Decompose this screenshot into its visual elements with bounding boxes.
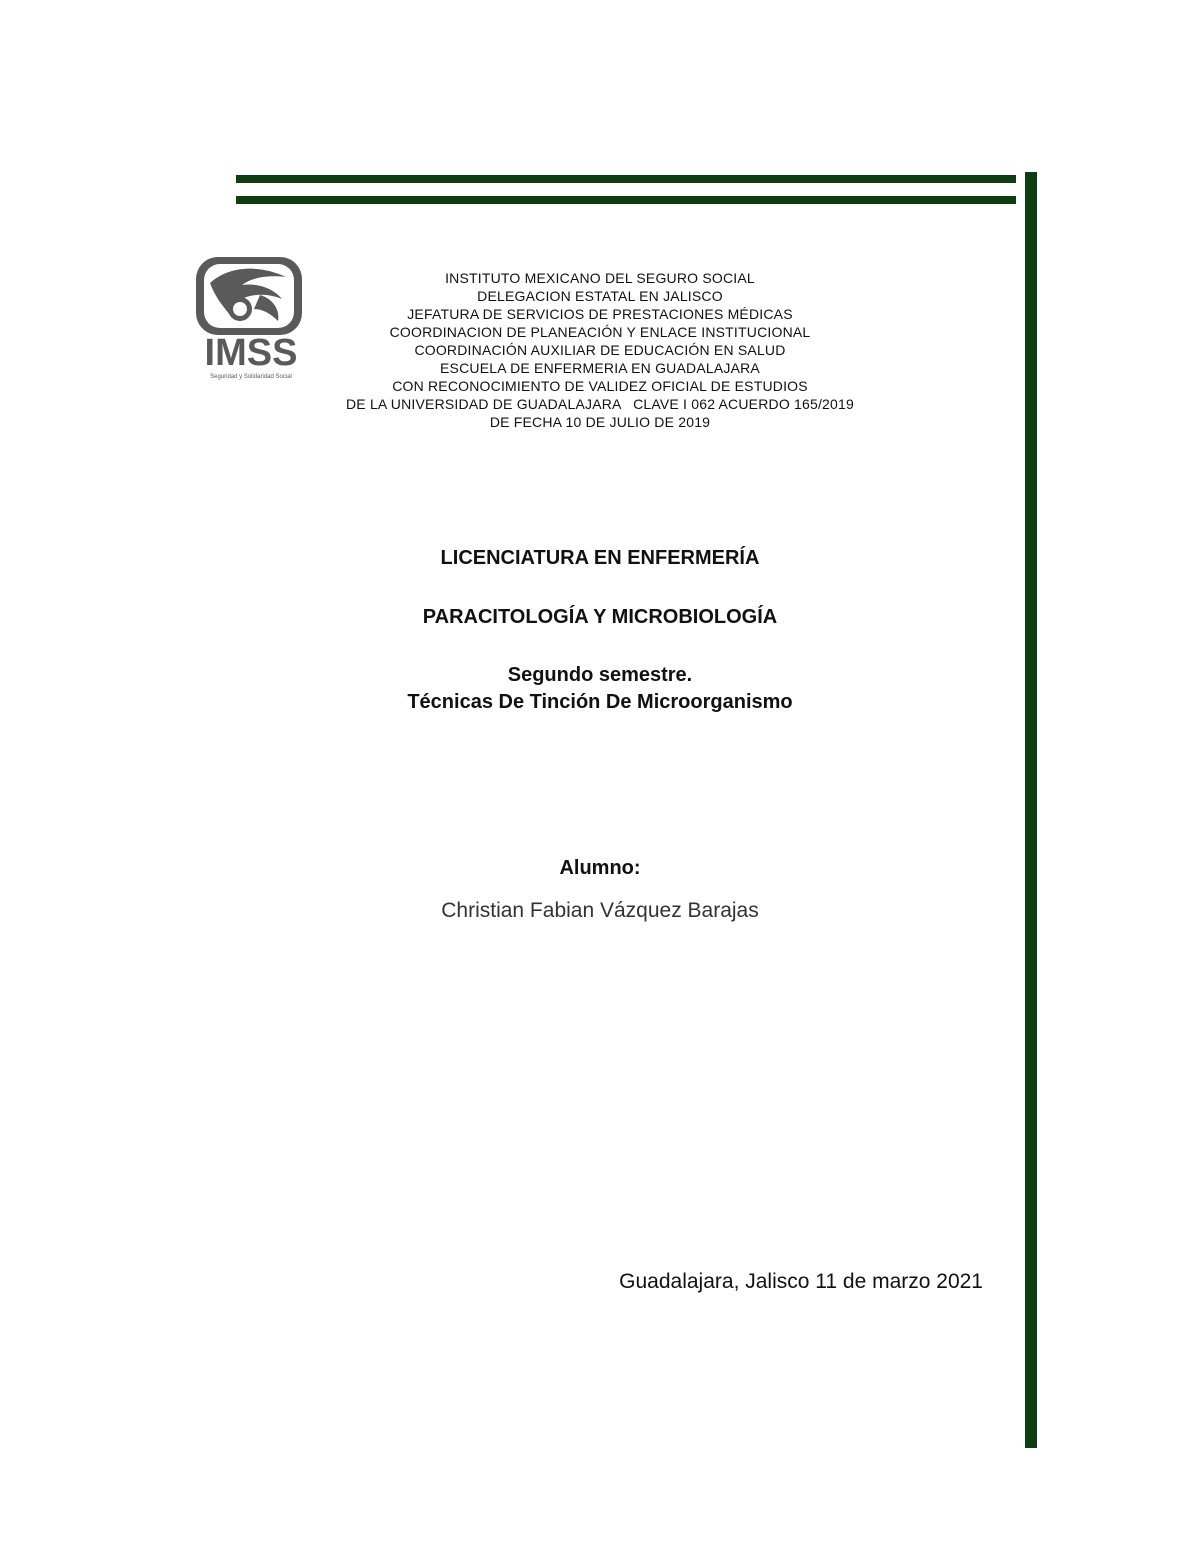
semester-label: Segundo semestre. bbox=[507, 664, 693, 686]
institution-header bbox=[300, 269, 900, 431]
top-border-line-1 bbox=[236, 175, 1016, 183]
degree-title: LICENCIATURA EN ENFERMERÍA bbox=[440, 547, 760, 569]
institution-line: JEFATURA DE SERVICIOS DE PRESTACIONES MÉDICAS bbox=[407, 306, 793, 322]
place-date: Guadalajara, Jalisco 11 de marzo 2021 bbox=[619, 1270, 983, 1293]
institution-line: COORDINACIÓN AUXILIAR DE EDUCACIÓN EN SALUD bbox=[414, 342, 786, 358]
student-label: Alumno: bbox=[559, 857, 641, 879]
subject-title: PARACITOLOGÍA Y MICROBIOLOGÍA bbox=[422, 606, 778, 628]
institution-line: ESCUELA DE ENFERMERIA EN GUADALAJARA bbox=[440, 360, 760, 376]
institution-line: DE FECHA 10 DE JULIO DE 2019 bbox=[489, 414, 711, 430]
imss-logo-graphic bbox=[190, 255, 312, 380]
topic-title: Técnicas De Tinción De Microorganismo bbox=[407, 691, 793, 713]
institution-line: DELEGACION ESTATAL EN JALISCO bbox=[477, 288, 723, 304]
right-border-line bbox=[1025, 172, 1037, 1448]
institution-line: COORDINACION DE PLANEACIÓN Y ENLACE INSTITUCIONAL bbox=[389, 324, 811, 340]
institution-line: DE LA UNIVERSIDAD DE GUADALAJARA CLAVE I 062 ACUERDO 165/2019 bbox=[346, 396, 854, 412]
top-border-line-2 bbox=[236, 196, 1016, 204]
institution-line: INSTITUTO MEXICANO DEL SEGURO SOCIAL bbox=[445, 270, 755, 286]
logo-wordmark: IMSS bbox=[204, 332, 298, 374]
institution-line: CON RECONOCIMIENTO DE VALIDEZ OFICIAL DE ESTUDIOS bbox=[392, 378, 808, 394]
logo-tagline: Seguridad y Solidaridad Social bbox=[210, 374, 292, 380]
imss-logo bbox=[190, 255, 312, 380]
student-name: Christian Fabian Vázquez Barajas bbox=[441, 899, 759, 922]
